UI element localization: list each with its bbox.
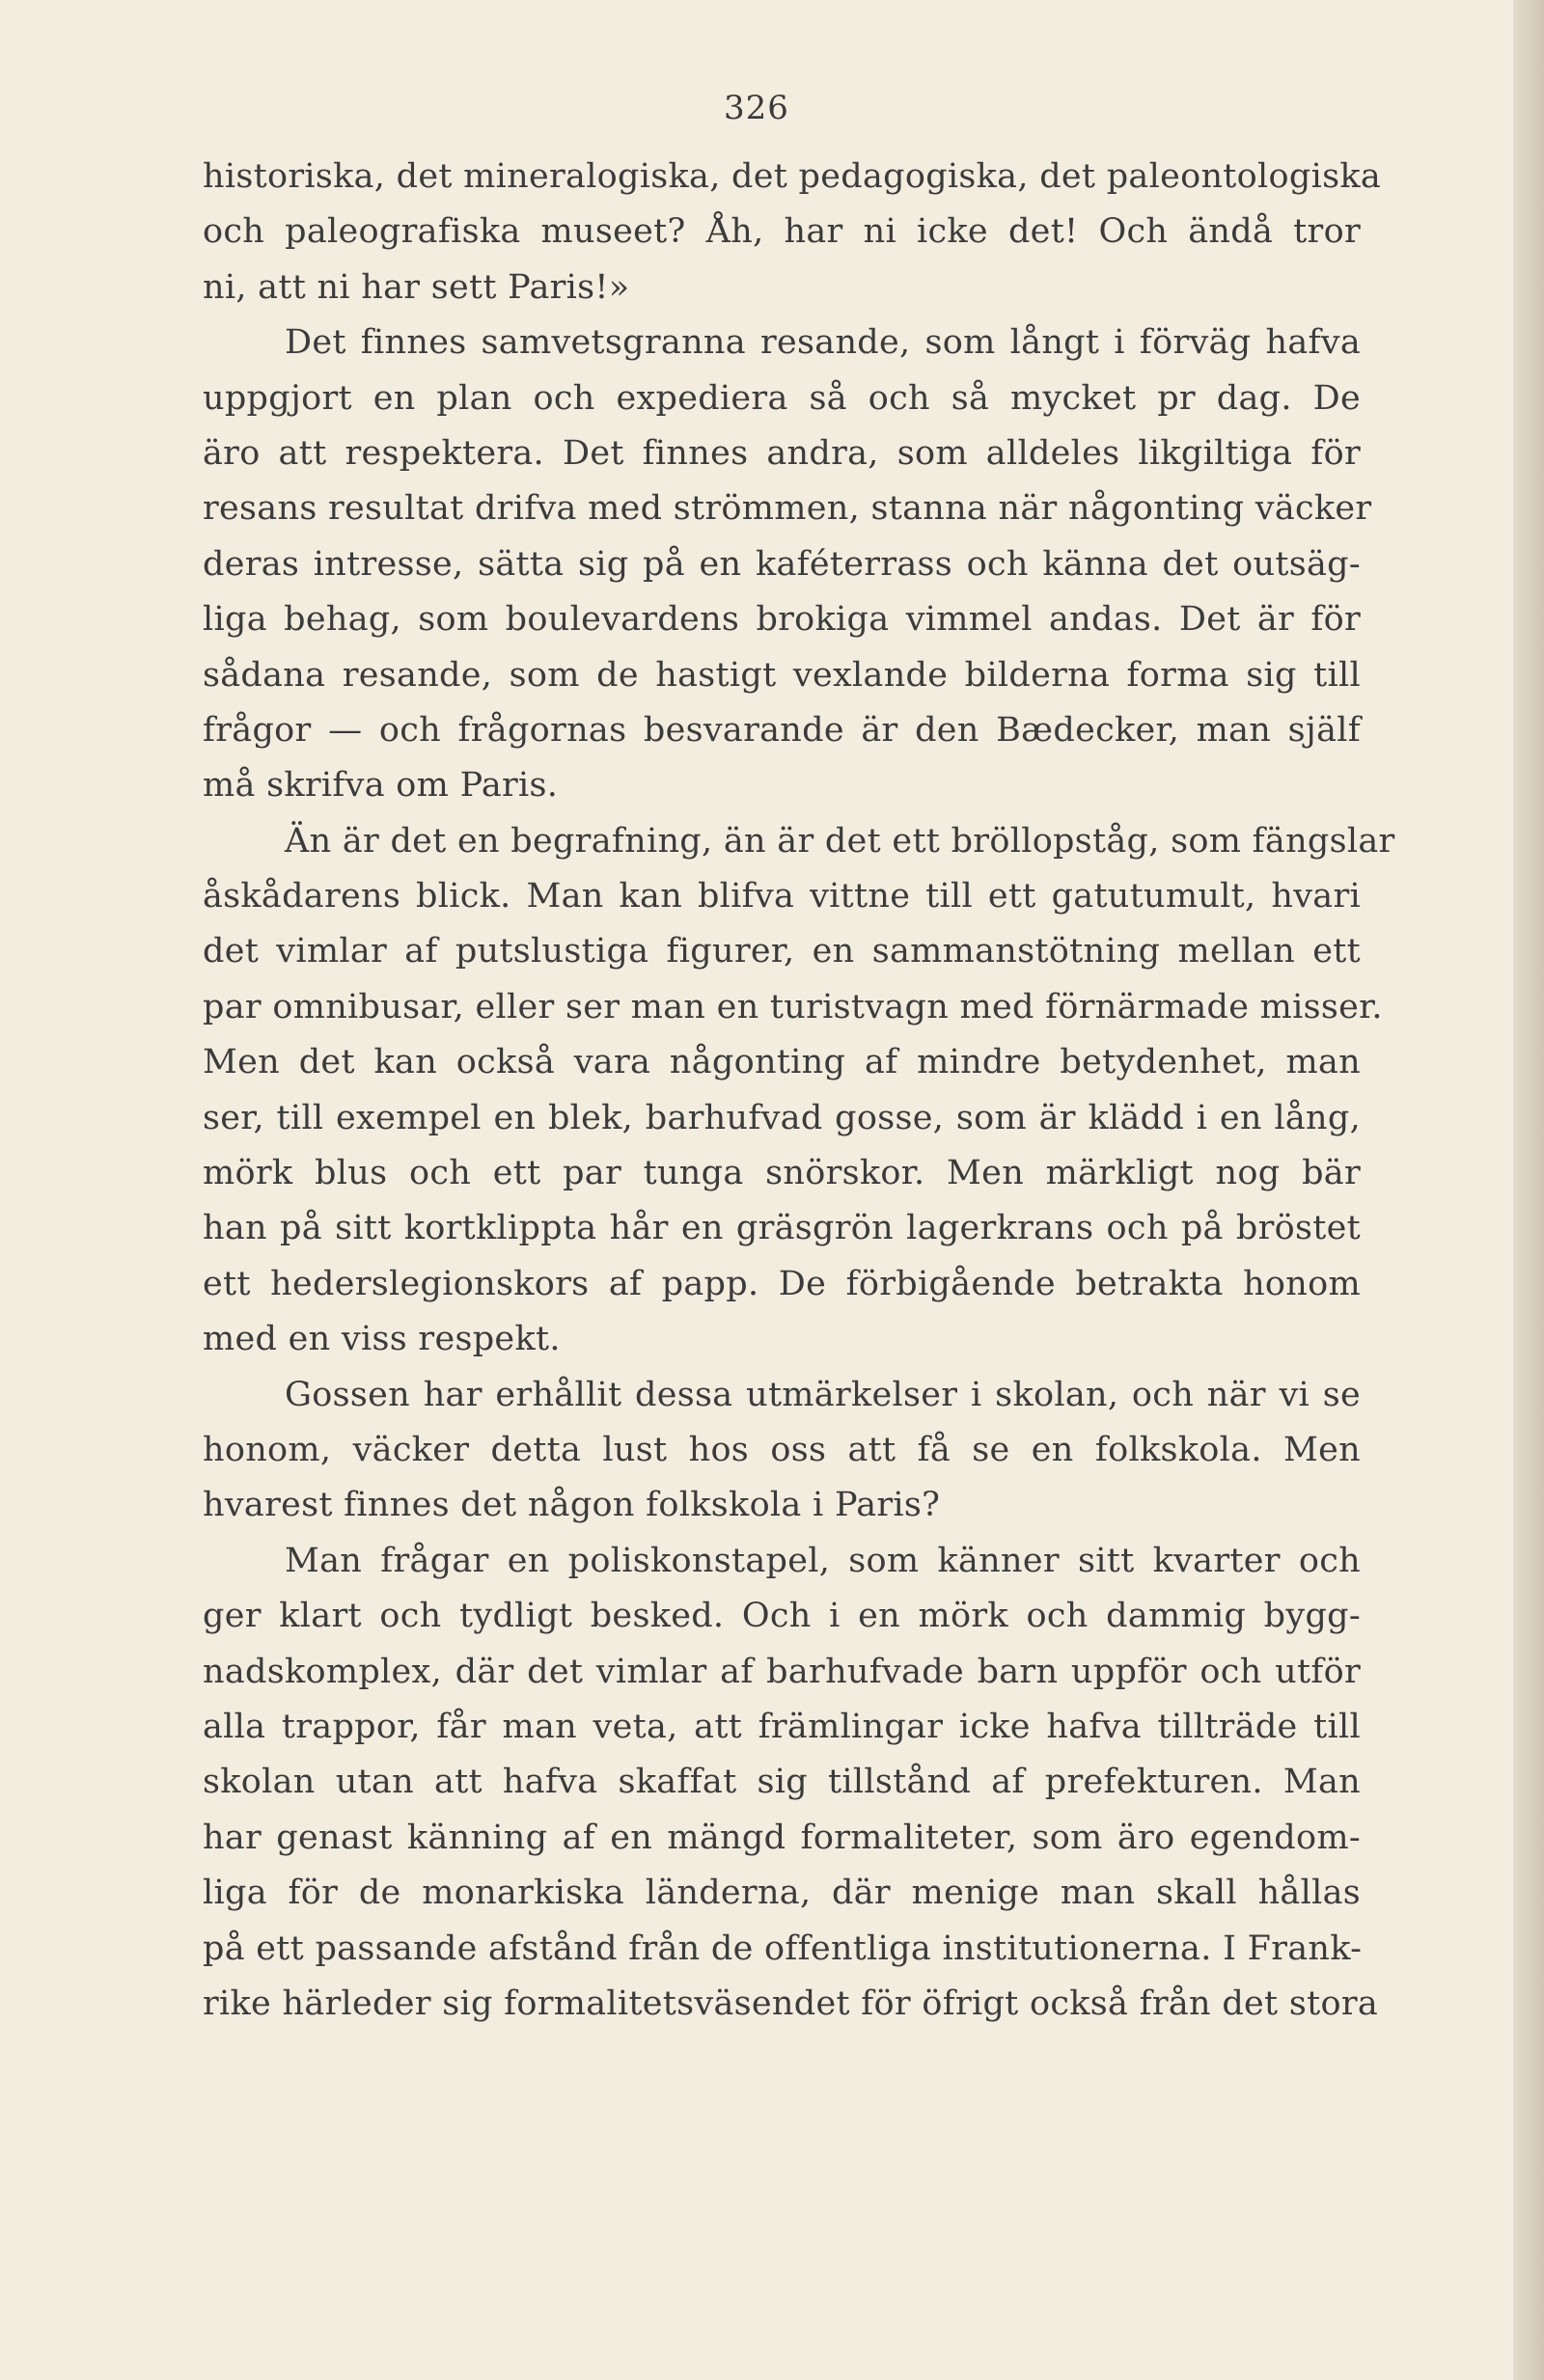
text-line: resans resultat drifva med strömmen, stanna när någonting väcker bbox=[203, 489, 1372, 529]
text-line: och paleografiska museet? Åh, har ni icke det! Och ändå tror bbox=[203, 212, 1361, 252]
text-line: skolan utan att hafva skaffat sig tillstånd af prefekturen. Man bbox=[203, 1763, 1361, 1802]
text-line: nadskomplex, där det vimlar af barhufvade barn uppför och utför bbox=[203, 1652, 1361, 1691]
text-line: må skrifva om Paris. bbox=[203, 766, 559, 806]
text-line: sådana resande, som de hastigt vexlande bilderna forma sig till bbox=[203, 655, 1361, 695]
text-line: Än är det en begrafning, än är det ett bröllopståg, som fängslar bbox=[285, 821, 1395, 861]
text-line: uppgjort en plan och expediera så och så mycket pr dag. De bbox=[203, 378, 1361, 418]
text-line: Men det kan också vara någonting af mindre betydenhet, man bbox=[203, 1043, 1361, 1082]
body-text bbox=[203, 150, 1395, 2032]
text-line: har genast känning af en mängd formaliteter, som äro egendom- bbox=[203, 1818, 1361, 1857]
text-line: Det finnes samvetsgranna resande, som långt i förväg hafva bbox=[285, 323, 1361, 363]
text-line: historiska, det mineralogiska, det pedagogiska, det paleontologiska bbox=[203, 157, 1382, 196]
text-line: par omnibusar, eller ser man en turistvagn med förnärmade misser. bbox=[203, 987, 1383, 1026]
text-line: ett hederslegionskors af papp. De förbigående betrakta honom bbox=[203, 1264, 1361, 1303]
text-line: honom, väcker detta lust hos oss att få se en folkskola. Men bbox=[203, 1430, 1361, 1469]
text-line: det vimlar af putslustiga figurer, en sammanstötning mellan ett bbox=[203, 932, 1361, 971]
text-line: liga behag, som boulevardens brokiga vimmel andas. Det är för bbox=[203, 600, 1361, 640]
text-line: alla trappor, får man veta, att främlingar icke hafva tillträde till bbox=[203, 1707, 1361, 1746]
page-edge-shadow bbox=[1513, 0, 1544, 2380]
text-line: hvarest finnes det någon folkskola i Paris? bbox=[203, 1486, 941, 1525]
text-line: ger klart och tydligt besked. Och i en mörk och dammig bygg- bbox=[203, 1597, 1361, 1636]
text-line: med en viss respekt. bbox=[203, 1320, 561, 1359]
text-line: han på sitt kortklippta hår en gräsgrön lagerkrans och på bröstet bbox=[203, 1209, 1361, 1248]
text-line: äro att respektera. Det finnes andra, som alldeles likgiltiga för bbox=[203, 433, 1361, 473]
text-line: frågor — och frågornas besvarande är den Bædecker, man själf bbox=[203, 710, 1361, 750]
text-line: ni, att ni har sett Paris!» bbox=[203, 267, 630, 307]
page-number: 326 bbox=[724, 89, 789, 127]
text-line: liga för de monarkiska länderna, där menige man skall hållas bbox=[203, 1874, 1361, 1913]
text-line: åskådarens blick. Man kan blifva vittne till ett gatutumult, hvari bbox=[203, 877, 1361, 916]
text-line: Gossen har erhållit dessa utmärkelser i skolan, och när vi se bbox=[285, 1375, 1361, 1414]
text-line: Man frågar en poliskonstapel, som känner sitt kvarter och bbox=[285, 1541, 1361, 1580]
text-line: ser, till exempel en blek, barhufvad gosse, som är klädd i en lång, bbox=[203, 1098, 1361, 1137]
text-line: på ett passande afstånd från de offentliga institutionerna. I Frank- bbox=[203, 1929, 1363, 1968]
text-line: rike härleder sig formalitetsväsendet för öfrigt också från det stora bbox=[203, 1983, 1379, 2023]
text-line: deras intresse, sätta sig på en kaféterrass och känna det outsäg- bbox=[203, 544, 1361, 584]
text-line: mörk blus och ett par tunga snörskor. Men märkligt nog bär bbox=[203, 1154, 1361, 1193]
